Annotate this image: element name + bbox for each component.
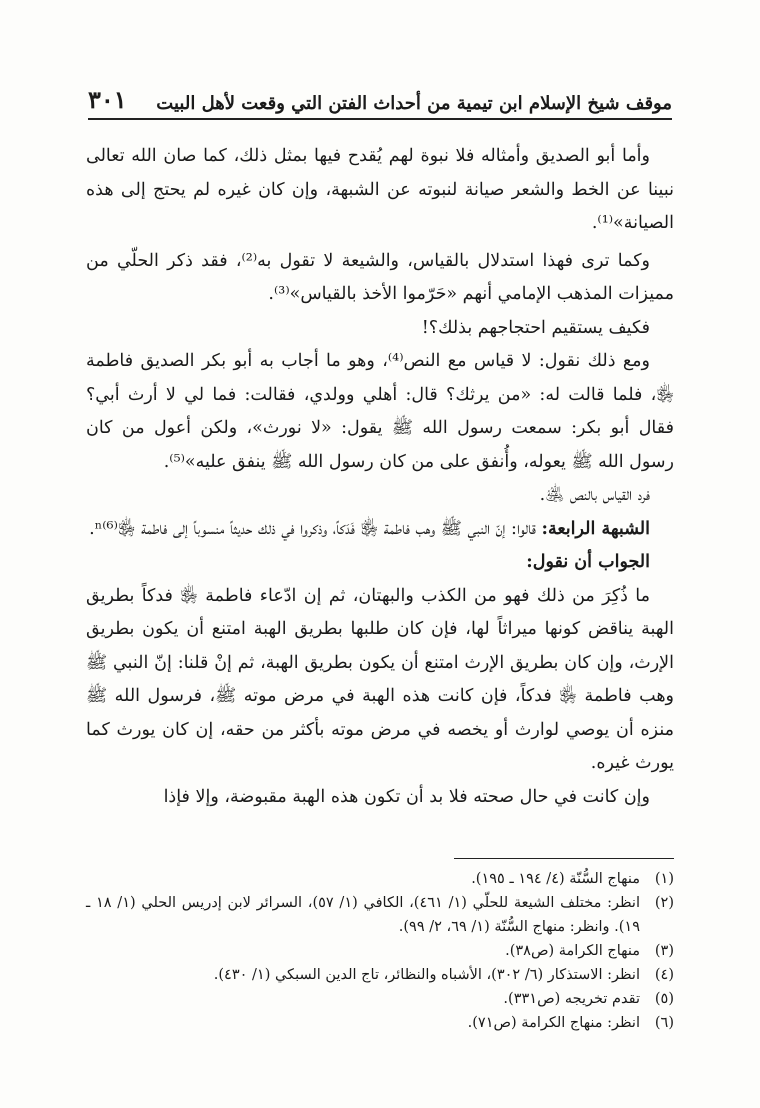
footnote-text: انظر: منهاج الكرامة (ص٧١). (467, 1015, 640, 1031)
footnote-text: تقدم تخريجه (ص٣٣١). (503, 991, 640, 1007)
page-number: ٣٠١ (88, 85, 127, 114)
section-heading: الجواب أن نقول: (526, 552, 650, 572)
footnotes (86, 858, 674, 1035)
paragraph-8: وإن كانت في حال صحته فلا بد أن تكون هذه الهبة مقبوضة، وإلا فإذا (163, 786, 650, 807)
footnote-text: منهاج الكرامة (ص٣٨). (505, 943, 640, 959)
footnote-number: (٣) (654, 943, 674, 959)
footnote-item (86, 1011, 674, 1035)
running-title: موقف شيخ الإسلام ابن تيمية من أحداث الفتن التي وقعت لأهل البيت (156, 93, 672, 114)
footnote-number: (٤) (654, 967, 674, 983)
footnote-item (86, 891, 674, 939)
footnote-number: (٢) (654, 895, 674, 911)
footnote-text: انظر: مختلف الشيعة للحلّي (١/ ٤٦١)، الكافي (١/ ٥٧)، السرائر لابن إدريس الحلي (١/ ١٨ ـ ١٩). وانظر: منهاج السُّنّة (١/ ٦٩، ٢/ ٩٩). (86, 895, 640, 935)
paragraph-7: ما ذُكِرَ من ذلك فهو من الكذب والبهتان، ثم إن ادّعاء فاطمة ﵂ فدكاً بطريق الهبة يناقض كونها ميراثاً لها، فإن كان طلبها بطريق الهبة امتنع أن يكون بطريق الإرث، وإن كان بطريق الإرث امتنع أن يكون بطريق الهبة، ثم إنْ قلنا: إنّ النبي ﷺ وهب فاطمة ﵂ فدكاً، فإن كانت هذه الهبة في مرض موته ﷺ، فرسول الله ﷺ منزه أن يوصي لوارث أو يخصه في مرض موته بأكثر من حقه، إن كان يورث كما يورث غيره. (86, 585, 674, 773)
footnote-item (86, 987, 674, 1011)
footnote-number: (٦) (654, 1015, 674, 1031)
paragraph-6 (86, 513, 674, 547)
footnote-item (86, 939, 674, 963)
page-header (88, 86, 672, 120)
footnote-item (86, 963, 674, 987)
paragraph-3: فكيف يستقيم احتجاجهم بذلك؟! (421, 317, 650, 338)
footnote-rule (454, 858, 674, 859)
footnote-item (86, 867, 674, 891)
paragraph-1: وأما أبو الصديق وأمثاله فلا نبوة لهم يُقدح فيها بمثل ذلك، كما صان الله تعالى نبينا عن الخط والشعر صيانة لنبوته عن الشبهة، وإن كان غيره لم يحتج إلى هذه الصيانة»⁽¹⁾. (86, 146, 674, 233)
footnote-text: منهاج السُّنّة (٤/ ١٩٤ ـ ١٩٥). (471, 871, 640, 887)
footnote-text: انظر: الاستذكار (٦/ ٣٠٢)، الأشباه والنظائر، تاج الدين السبكي (١/ ٤٣٠). (213, 967, 640, 983)
shubha-text: قالوا: إنّ النبي ﷺ وهب فاطمة ﵂ فَدَكاً، وذكروا في ذلك حديثاً منسوباً إلى فاطمة ﵂ⁿ⁽⁶⁾. (89, 518, 542, 539)
shubha-label: الشبهة الرابعة: (541, 518, 650, 539)
paragraph-5: فرد القياس بالنص ﵁. (539, 485, 650, 505)
paragraph-2: وكما ترى فهذا استدلال بالقياس، والشيعة لا تقول به⁽²⁾، فقد ذكر الحلّي من مميزات المذهب الإمامي أنهم «حَرّموا الأخذ بالقياس»⁽³⁾. (86, 250, 674, 304)
footnote-number: (١) (654, 871, 674, 887)
paragraph-4: ومع ذلك نقول: لا قياس مع النص⁽⁴⁾، وهو ما أجاب به أبو بكر الصديق فاطمة ﵂، فلما قالت له: «من يرثك؟ قال: أهلي وولدي، فقالت: فما لي لا أرث أبي؟ فقال أبو بكر: سمعت رسول الله ﷺ يقول: «لا نورث»، ولكن أعول من كان رسول الله ﷺ يعوله، وأُنفق على من كان رسول الله ﷺ ينفق عليه»⁽⁵⁾. (86, 351, 674, 472)
main-text (86, 140, 674, 814)
footnote-number: (٥) (654, 991, 674, 1007)
